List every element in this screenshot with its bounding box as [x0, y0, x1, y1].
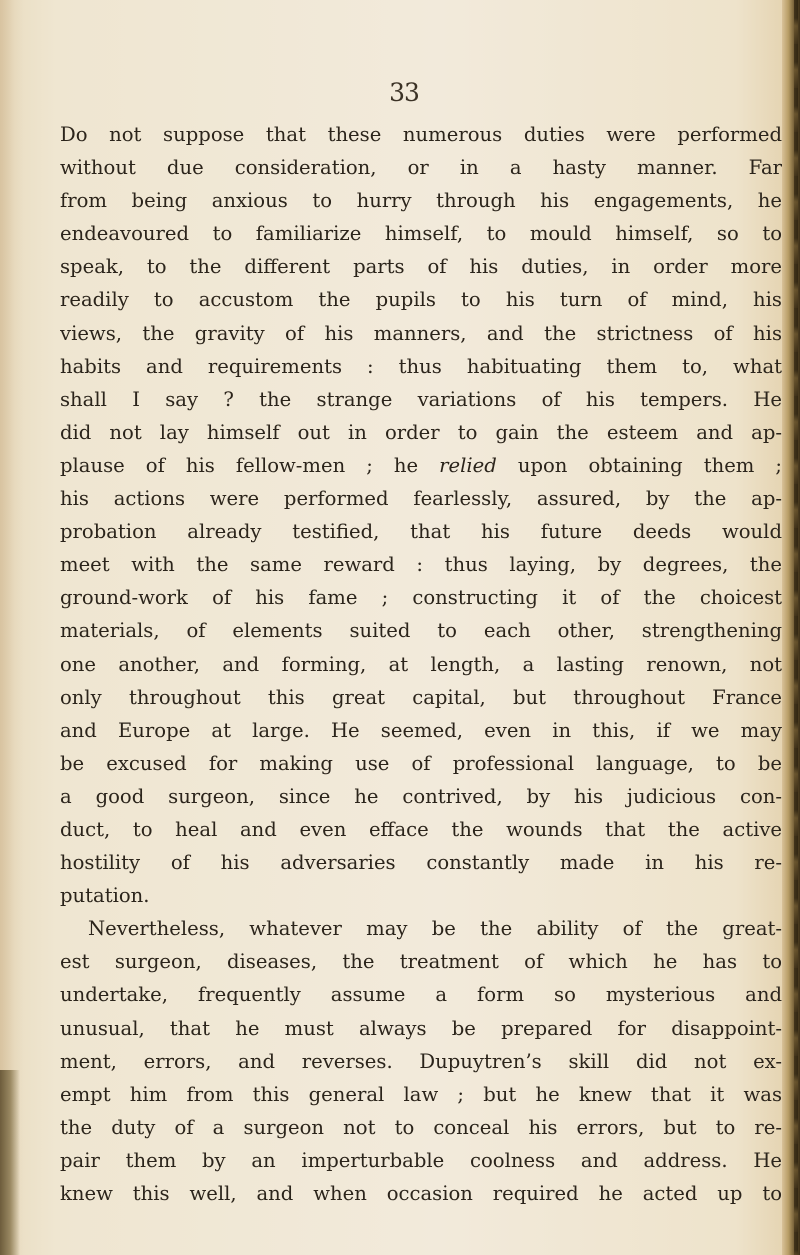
text-line: hostility of his adversaries constantly made in his re- — [60, 851, 782, 875]
text-line: be excused for making use of professional language, to be — [60, 751, 782, 775]
text-line: duct, to heal and even efface the wounds that the active — [60, 817, 782, 841]
text-line: knew this well, and when occasion required he acted up to — [60, 1182, 782, 1205]
text-line: ment, errors, and reverses. Dupuytren’s skill did not ex- — [60, 1049, 782, 1073]
text-line: undertake, frequently assume a form so mysterious and — [60, 983, 782, 1007]
text-line: Do not suppose that these numerous duties were performed — [60, 123, 782, 146]
text-line: from being anxious to hurry through his engagements, he — [60, 189, 782, 213]
text-line: putation. — [60, 884, 150, 908]
text-line: readily to accustom the pupils to his turn of mind, his — [60, 288, 782, 312]
text-line: a good surgeon, since he contrived, by his judicious con- — [60, 784, 782, 808]
text-line: probation already testified, that his future deeds would — [60, 520, 782, 544]
page-number: 33 — [389, 78, 419, 107]
text-line: his actions were performed fearlessly, assured, by the ap- — [60, 487, 782, 511]
text-line: est surgeon, diseases, the treatment of which he has to — [60, 950, 782, 974]
gutter-shadow — [0, 0, 24, 1255]
text-line: habits and requirements : thus habituating them to, what — [60, 354, 782, 378]
text-line: endeavoured to familiarize himself, to mould himself, so to — [60, 222, 782, 246]
text-line: materials, of elements suited to each other, strengthening — [60, 619, 782, 643]
text-segment: plause of his fellow-men ; he — [60, 453, 419, 477]
binding-edge — [0, 1070, 20, 1255]
text-line: Nevertheless, whatever may be the ability of the great- — [88, 917, 782, 941]
text-line: unusual, that he must always be prepared for disappoint- — [60, 1016, 782, 1040]
text-line: one another, and forming, at length, a lasting renown, not — [60, 652, 782, 676]
page-edge — [782, 0, 800, 1255]
text-line: only throughout this great capital, but throughout France — [60, 685, 782, 709]
text-line: and Europe at large. He seemed, even in this, if we may — [60, 718, 782, 742]
text-line: ground-work of his fame ; constructing it of the choicest — [60, 586, 782, 610]
text-line: the duty of a surgeon not to conceal his errors, but to re- — [60, 1115, 782, 1139]
text-line-mixed — [60, 449, 782, 482]
italic-word: relied — [439, 453, 497, 477]
text-line: speak, to the different parts of his duties, in order more — [60, 255, 782, 279]
text-line: views, the gravity of his manners, and the strictness of his — [60, 321, 782, 345]
text-line: pair them by an imperturbable coolness and address. He — [60, 1148, 782, 1172]
text-line: without due consideration, or in a hasty manner. Far — [60, 156, 782, 180]
text-line: shall I say ? the strange variations of his tempers. He — [60, 387, 782, 411]
text-segment: upon obtaining them ; — [517, 453, 782, 477]
body-text — [60, 118, 782, 1210]
text-line: meet with the same reward : thus laying, by degrees, the — [60, 553, 782, 577]
text-line: empt him from this general law ; but he knew that it was — [60, 1082, 782, 1106]
text-line: did not lay himself out in order to gain the esteem and ap- — [60, 420, 782, 444]
